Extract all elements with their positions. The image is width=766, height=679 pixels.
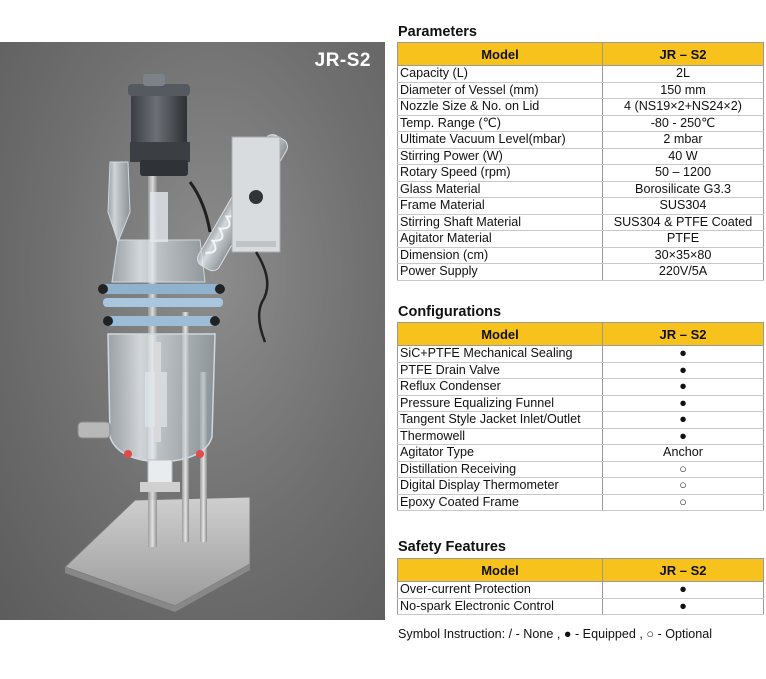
table-row xyxy=(398,395,764,412)
row-value: -80 - 250℃ xyxy=(603,115,764,132)
row-value: ● xyxy=(603,395,764,412)
row-label: Over-current Protection xyxy=(398,582,603,599)
row-label: Stirring Shaft Material xyxy=(398,214,603,231)
row-value: 2 mbar xyxy=(603,132,764,149)
header-model: Model xyxy=(398,43,603,66)
table-row xyxy=(398,99,764,116)
row-label: Frame Material xyxy=(398,198,603,215)
row-label: Agitator Type xyxy=(398,445,603,462)
table-row xyxy=(398,82,764,99)
row-value: 220V/5A xyxy=(603,264,764,281)
table-row xyxy=(398,148,764,165)
row-label: SiC+PTFE Mechanical Sealing xyxy=(398,346,603,363)
row-value: 4 (NS19×2+NS24×2) xyxy=(603,99,764,116)
header-model: Model xyxy=(398,559,603,582)
table-row xyxy=(398,198,764,215)
table-row xyxy=(398,346,764,363)
row-label: PTFE Drain Valve xyxy=(398,362,603,379)
row-value: ● xyxy=(603,582,764,599)
row-value: ● xyxy=(603,379,764,396)
table-row xyxy=(398,582,764,599)
row-value: PTFE xyxy=(603,231,764,248)
table-row xyxy=(398,428,764,445)
table-row xyxy=(398,115,764,132)
table-row xyxy=(398,412,764,429)
row-label: Reflux Condenser xyxy=(398,379,603,396)
table-row xyxy=(398,445,764,462)
row-label: Temp. Range (℃) xyxy=(398,115,603,132)
row-label: Agitator Material xyxy=(398,231,603,248)
row-value: 50 – 1200 xyxy=(603,165,764,182)
row-value: ○ xyxy=(603,478,764,495)
table-row xyxy=(398,165,764,182)
reactor-illustration xyxy=(0,42,385,620)
row-label: Thermowell xyxy=(398,428,603,445)
row-value: ● xyxy=(603,346,764,363)
row-label: Capacity (L) xyxy=(398,66,603,83)
row-value: 2L xyxy=(603,66,764,83)
configurations-table xyxy=(397,322,764,511)
product-photo xyxy=(0,42,385,620)
row-value: 150 mm xyxy=(603,82,764,99)
row-value: SUS304 xyxy=(603,198,764,215)
table-row xyxy=(398,598,764,615)
table-row xyxy=(398,264,764,281)
row-label: Tangent Style Jacket Inlet/Outlet xyxy=(398,412,603,429)
header-model: Model xyxy=(398,323,603,346)
table-row xyxy=(398,214,764,231)
row-label: Power Supply xyxy=(398,264,603,281)
row-label: Dimension (cm) xyxy=(398,247,603,264)
table-header-row xyxy=(398,559,764,582)
row-value: ● xyxy=(603,598,764,615)
row-value: ○ xyxy=(603,494,764,511)
row-label: Epoxy Coated Frame xyxy=(398,494,603,511)
header-model-value: JR – S2 xyxy=(603,43,764,66)
parameters-table xyxy=(397,42,764,281)
table-row xyxy=(398,181,764,198)
row-value: ● xyxy=(603,412,764,429)
row-label: Ultimate Vacuum Level(mbar) xyxy=(398,132,603,149)
row-value: ● xyxy=(603,428,764,445)
table-row xyxy=(398,362,764,379)
model-badge: JR-S2 xyxy=(314,50,371,71)
symbol-instruction: Symbol Instruction: / - None , ● - Equipped , ○ - Optional xyxy=(398,627,713,641)
row-label: Nozzle Size & No. on Lid xyxy=(398,99,603,116)
safety-title: Safety Features xyxy=(398,539,506,555)
row-value: 30×35×80 xyxy=(603,247,764,264)
row-value: 40 W xyxy=(603,148,764,165)
table-row xyxy=(398,461,764,478)
row-value: SUS304 & PTFE Coated xyxy=(603,214,764,231)
clamp-rings xyxy=(98,284,225,326)
table-row xyxy=(398,231,764,248)
table-row xyxy=(398,132,764,149)
row-value: Borosilicate G3.3 xyxy=(603,181,764,198)
header-model-value: JR – S2 xyxy=(603,559,764,582)
row-label: Stirring Power (W) xyxy=(398,148,603,165)
table-header-row xyxy=(398,43,764,66)
table-row xyxy=(398,379,764,396)
configurations-title: Configurations xyxy=(398,304,502,320)
row-value: ○ xyxy=(603,461,764,478)
parameters-title: Parameters xyxy=(398,24,477,40)
header-model-value: JR – S2 xyxy=(603,323,764,346)
safety-table xyxy=(397,558,764,615)
row-value: Anchor xyxy=(603,445,764,462)
row-label: Digital Display Thermometer xyxy=(398,478,603,495)
row-label: Pressure Equalizing Funnel xyxy=(398,395,603,412)
row-label: Glass Material xyxy=(398,181,603,198)
row-label: Rotary Speed (rpm) xyxy=(398,165,603,182)
row-label: No-spark Electronic Control xyxy=(398,598,603,615)
row-value: ● xyxy=(603,362,764,379)
row-label: Distillation Receiving xyxy=(398,461,603,478)
table-row xyxy=(398,247,764,264)
table-row xyxy=(398,494,764,511)
table-header-row xyxy=(398,323,764,346)
row-label: Diameter of Vessel (mm) xyxy=(398,82,603,99)
table-row xyxy=(398,478,764,495)
table-row xyxy=(398,66,764,83)
